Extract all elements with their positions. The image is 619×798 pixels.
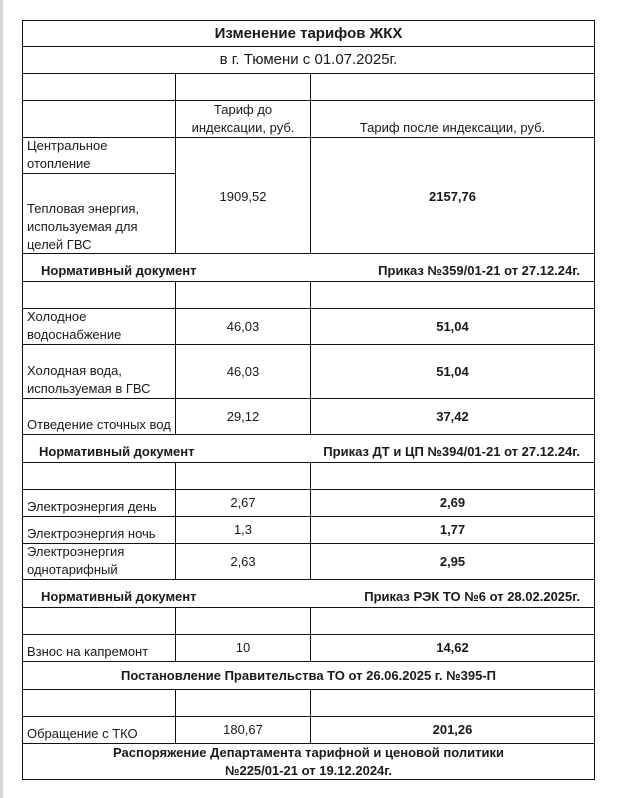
row-label: Электроэнергия однотарифный: [23, 544, 176, 579]
doc-row: [22, 744, 595, 780]
header-after: Тариф после индексации, руб.: [359, 120, 546, 135]
doc-ref: Приказ №359/01-21 от 27.12.24г.: [378, 263, 580, 278]
table-row: [22, 345, 595, 399]
doc-row: [22, 254, 595, 282]
value-before: 46,03: [226, 319, 260, 334]
heating-group: [22, 138, 595, 254]
table-row: [22, 544, 595, 580]
spacer-row: [22, 690, 595, 717]
doc-row: [22, 580, 595, 608]
header-before: Тариф до индексации, руб.: [176, 101, 311, 137]
table-row: [22, 309, 595, 345]
value-after: 14,62: [436, 640, 469, 655]
value-before: 29,12: [226, 409, 260, 424]
spacer-row: [22, 282, 595, 309]
table-row: [22, 717, 595, 744]
doc-row: [22, 435, 595, 463]
row-label: Холодная вода, используемая в ГВС: [23, 345, 176, 398]
doc-ref: Постановление Правительства ТО от 26.06.2025 г. №395-П: [121, 667, 496, 683]
title-row: [22, 20, 595, 47]
table-row: [22, 490, 595, 517]
value-after: 2,95: [439, 554, 466, 569]
tariff-table: [22, 20, 595, 780]
row-label: Отведение сточных вод: [23, 399, 176, 434]
row-label: Электроэнергия день: [23, 490, 176, 516]
value-after: 201,26: [432, 722, 473, 737]
page-edge: [0, 0, 3, 798]
value-before: 1909,52: [176, 138, 311, 253]
value-after: 37,42: [436, 409, 469, 424]
value-before: 46,03: [226, 364, 260, 379]
doc-ref: Приказ ДТ и ЦП №394/01-21 от 27.12.24г.: [323, 444, 580, 459]
value-after: 51,04: [436, 319, 469, 334]
value-before: 1,3: [233, 522, 253, 537]
row-label: Холодное водоснабжение: [23, 309, 176, 344]
value-after: 2,69: [439, 495, 466, 510]
value-before: 2,63: [230, 554, 256, 569]
table-subtitle: в г. Тюмени с 01.07.2025г.: [219, 51, 398, 68]
spacer-row: [22, 608, 595, 635]
value-after: 2157,76: [429, 189, 476, 204]
value-after: 1,77: [439, 522, 466, 537]
table-row: [22, 635, 595, 662]
doc-ref: Приказ РЭК ТО №6 от 28.02.2025г.: [364, 589, 580, 604]
spacer-row: [22, 74, 595, 101]
value-before: 2,67: [230, 495, 256, 510]
header-row: [22, 101, 595, 138]
value-after: 51,04: [436, 364, 469, 379]
doc-label: Нормативный документ: [41, 263, 197, 278]
doc-label: Нормативный документ: [41, 589, 197, 604]
spacer-row: [22, 463, 595, 490]
value-before: 10: [235, 640, 251, 655]
table-row: [22, 399, 595, 435]
doc-row: [22, 662, 595, 690]
header-empty: [23, 101, 176, 137]
subtitle-row: [22, 47, 595, 74]
row-label: Тепловая энергия, используемая для целей ГВС: [27, 201, 140, 252]
row-label: Электроэнергия ночь: [23, 517, 176, 543]
doc-ref: Распоряжение Департамента тарифной и ценовой политики №225/01-21 от 19.12.2024г.: [113, 745, 504, 778]
value-before: 180,67: [223, 722, 263, 737]
row-label: Обращение с ТКО: [23, 717, 176, 743]
row-label: Взнос на капремонт: [23, 635, 176, 661]
table-row: [22, 517, 595, 544]
doc-label: Нормативный документ: [39, 444, 195, 459]
table-title: Изменение тарифов ЖКХ: [214, 24, 403, 42]
row-label: Центральное отопление: [23, 138, 175, 174]
